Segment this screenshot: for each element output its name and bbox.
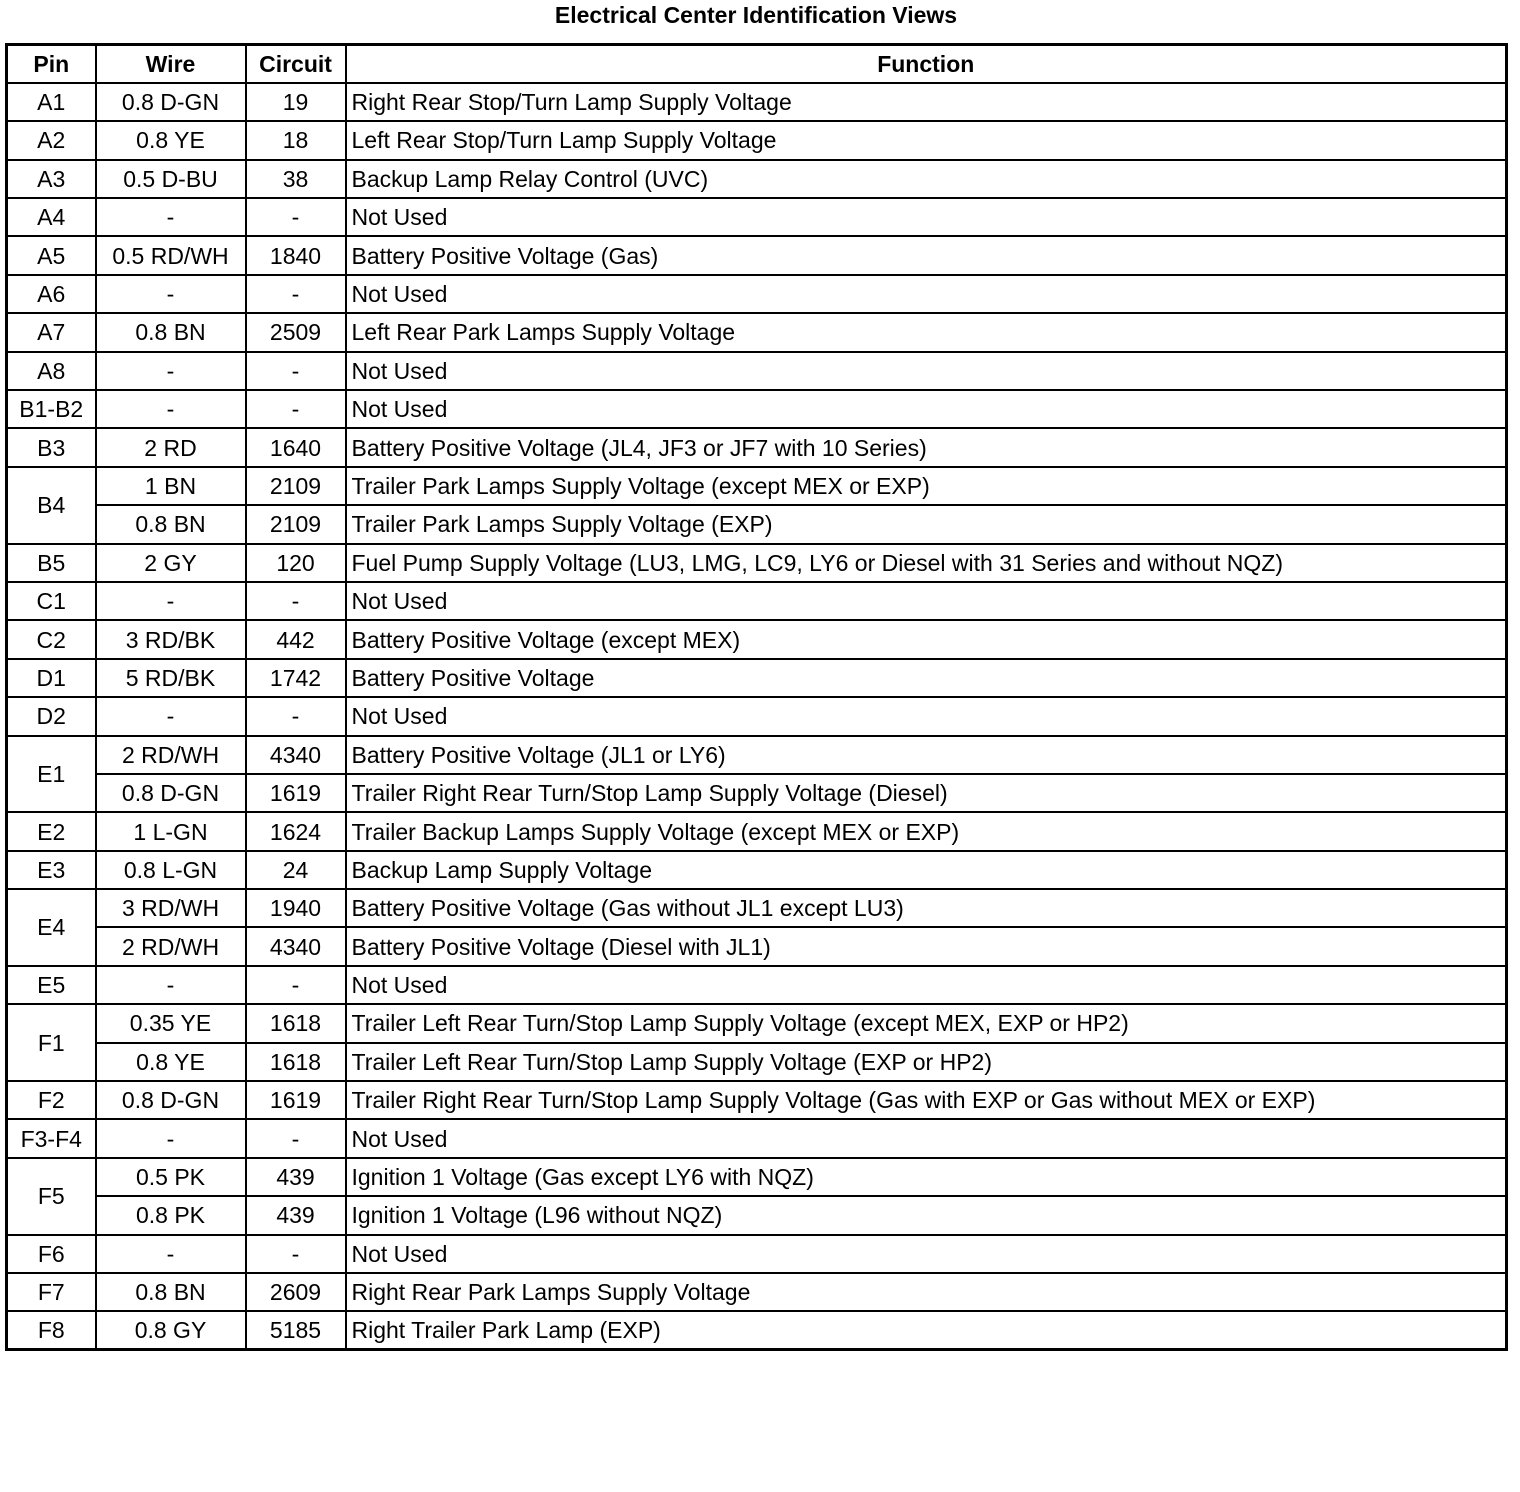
function-cell: Not Used <box>346 966 1507 1004</box>
circuit-cell: 442 <box>246 620 346 658</box>
circuit-cell: - <box>246 198 346 236</box>
circuit-cell: 1742 <box>246 659 346 697</box>
table-row <box>7 275 1507 313</box>
circuit-cell: 439 <box>246 1158 346 1196</box>
function-cell: Trailer Right Rear Turn/Stop Lamp Supply Voltage (Diesel) <box>346 774 1507 812</box>
table-row <box>7 198 1507 236</box>
pin-cell: B4 <box>7 467 96 544</box>
table-row <box>7 83 1507 121</box>
header-pin: Pin <box>7 45 96 83</box>
table-row <box>7 966 1507 1004</box>
wire-cell: 2 RD <box>96 428 246 466</box>
pin-cell: A7 <box>7 313 96 351</box>
function-cell: Not Used <box>346 275 1507 313</box>
wire-cell: 2 RD/WH <box>96 927 246 965</box>
function-cell: Trailer Left Rear Turn/Stop Lamp Supply Voltage (EXP or HP2) <box>346 1043 1507 1081</box>
function-cell: Left Rear Stop/Turn Lamp Supply Voltage <box>346 121 1507 159</box>
function-cell: Battery Positive Voltage (JL4, JF3 or JF7 with 10 Series) <box>346 428 1507 466</box>
pin-cell: A5 <box>7 236 96 274</box>
circuit-cell: - <box>246 275 346 313</box>
table-row <box>7 1158 1507 1196</box>
pin-table <box>5 43 1508 1351</box>
wire-cell: 0.8 GY <box>96 1311 246 1349</box>
table-row <box>7 620 1507 658</box>
circuit-cell: 18 <box>246 121 346 159</box>
wire-cell: - <box>96 390 246 428</box>
pin-cell: F1 <box>7 1004 96 1081</box>
circuit-cell: 5185 <box>246 1311 346 1349</box>
pin-cell: E4 <box>7 889 96 966</box>
function-cell: Battery Positive Voltage (except MEX) <box>346 620 1507 658</box>
function-cell: Backup Lamp Relay Control (UVC) <box>346 160 1507 198</box>
function-cell: Left Rear Park Lamps Supply Voltage <box>346 313 1507 351</box>
pin-cell: A2 <box>7 121 96 159</box>
table-row <box>7 160 1507 198</box>
function-cell: Not Used <box>346 1119 1507 1157</box>
pin-cell: E3 <box>7 851 96 889</box>
wire-cell: - <box>96 966 246 1004</box>
table-body <box>7 83 1507 1350</box>
circuit-cell: - <box>246 582 346 620</box>
table-row <box>7 582 1507 620</box>
pin-cell: C2 <box>7 620 96 658</box>
wire-cell: 0.8 D-GN <box>96 1081 246 1119</box>
circuit-cell: 1619 <box>246 1081 346 1119</box>
function-cell: Battery Positive Voltage <box>346 659 1507 697</box>
circuit-cell: 2609 <box>246 1273 346 1311</box>
table-row <box>7 544 1507 582</box>
wire-cell: - <box>96 1235 246 1273</box>
function-cell: Not Used <box>346 198 1507 236</box>
function-cell: Trailer Park Lamps Supply Voltage (EXP) <box>346 505 1507 543</box>
function-cell: Battery Positive Voltage (Diesel with JL1) <box>346 927 1507 965</box>
wire-cell: 0.5 PK <box>96 1158 246 1196</box>
table-row <box>7 390 1507 428</box>
function-cell: Trailer Left Rear Turn/Stop Lamp Supply Voltage (except MEX, EXP or HP2) <box>346 1004 1507 1042</box>
wire-cell: 0.8 YE <box>96 1043 246 1081</box>
wire-cell: 0.5 RD/WH <box>96 236 246 274</box>
table-row <box>7 121 1507 159</box>
circuit-cell: 2509 <box>246 313 346 351</box>
function-cell: Fuel Pump Supply Voltage (LU3, LMG, LC9, LY6 or Diesel with 31 Series and without NQZ) <box>346 544 1507 582</box>
table-row <box>7 812 1507 850</box>
table-row <box>7 352 1507 390</box>
wire-cell: 0.8 L-GN <box>96 851 246 889</box>
circuit-cell: 4340 <box>246 927 346 965</box>
circuit-cell: 1619 <box>246 774 346 812</box>
pin-cell: C1 <box>7 582 96 620</box>
pin-cell: E2 <box>7 812 96 850</box>
wire-cell: - <box>96 275 246 313</box>
wire-cell: 0.8 D-GN <box>96 774 246 812</box>
pin-cell: A4 <box>7 198 96 236</box>
table-row <box>7 1004 1507 1042</box>
header-function: Function <box>346 45 1507 83</box>
table-row <box>7 927 1507 965</box>
circuit-cell: 4340 <box>246 736 346 774</box>
pin-cell: D2 <box>7 697 96 735</box>
function-cell: Battery Positive Voltage (Gas) <box>346 236 1507 274</box>
wire-cell: - <box>96 352 246 390</box>
table-row <box>7 1119 1507 1157</box>
wire-cell: 0.8 BN <box>96 1273 246 1311</box>
pin-cell: F8 <box>7 1311 96 1349</box>
wire-cell: 0.35 YE <box>96 1004 246 1042</box>
function-cell: Trailer Park Lamps Supply Voltage (except MEX or EXP) <box>346 467 1507 505</box>
table-row <box>7 774 1507 812</box>
pin-cell: A6 <box>7 275 96 313</box>
circuit-cell: - <box>246 1235 346 1273</box>
header-circuit: Circuit <box>246 45 346 83</box>
circuit-cell: 1618 <box>246 1004 346 1042</box>
table-row <box>7 1196 1507 1234</box>
wire-cell: 2 GY <box>96 544 246 582</box>
pin-cell: D1 <box>7 659 96 697</box>
wire-cell: 2 RD/WH <box>96 736 246 774</box>
wire-cell: 0.8 YE <box>96 121 246 159</box>
table-row <box>7 505 1507 543</box>
wire-cell: - <box>96 582 246 620</box>
circuit-cell: - <box>246 352 346 390</box>
table-row <box>7 236 1507 274</box>
circuit-cell: 1624 <box>246 812 346 850</box>
function-cell: Right Rear Stop/Turn Lamp Supply Voltage <box>346 83 1507 121</box>
function-cell: Right Rear Park Lamps Supply Voltage <box>346 1273 1507 1311</box>
function-cell: Battery Positive Voltage (Gas without JL1 except LU3) <box>346 889 1507 927</box>
circuit-cell: 120 <box>246 544 346 582</box>
function-cell: Not Used <box>346 352 1507 390</box>
pin-cell: B3 <box>7 428 96 466</box>
circuit-cell: 1940 <box>246 889 346 927</box>
table-row <box>7 1235 1507 1273</box>
pin-cell: E5 <box>7 966 96 1004</box>
function-cell: Ignition 1 Voltage (L96 without NQZ) <box>346 1196 1507 1234</box>
pin-cell: E1 <box>7 736 96 813</box>
pin-cell: F2 <box>7 1081 96 1119</box>
pin-cell: A1 <box>7 83 96 121</box>
pin-cell: A3 <box>7 160 96 198</box>
header-row <box>7 45 1507 83</box>
circuit-cell: 38 <box>246 160 346 198</box>
pin-cell: F3-F4 <box>7 1119 96 1157</box>
pin-cell: A8 <box>7 352 96 390</box>
table-row <box>7 467 1507 505</box>
table-row <box>7 659 1507 697</box>
circuit-cell: 24 <box>246 851 346 889</box>
pin-cell: F5 <box>7 1158 96 1235</box>
function-cell: Not Used <box>346 582 1507 620</box>
header-wire: Wire <box>96 45 246 83</box>
circuit-cell: 2109 <box>246 505 346 543</box>
function-cell: Battery Positive Voltage (JL1 or LY6) <box>346 736 1507 774</box>
wire-cell: - <box>96 198 246 236</box>
circuit-cell: - <box>246 1119 346 1157</box>
function-cell: Not Used <box>346 1235 1507 1273</box>
function-cell: Right Trailer Park Lamp (EXP) <box>346 1311 1507 1349</box>
wire-cell: 1 BN <box>96 467 246 505</box>
function-cell: Trailer Backup Lamps Supply Voltage (except MEX or EXP) <box>346 812 1507 850</box>
table-row <box>7 428 1507 466</box>
table-row <box>7 1273 1507 1311</box>
wire-cell: 0.5 D-BU <box>96 160 246 198</box>
circuit-cell: - <box>246 697 346 735</box>
circuit-cell: 1618 <box>246 1043 346 1081</box>
wire-cell: 5 RD/BK <box>96 659 246 697</box>
wire-cell: 1 L-GN <box>96 812 246 850</box>
table-row <box>7 313 1507 351</box>
pin-cell: B5 <box>7 544 96 582</box>
circuit-cell: - <box>246 966 346 1004</box>
pin-cell: F7 <box>7 1273 96 1311</box>
wire-cell: - <box>96 1119 246 1157</box>
pin-cell: F6 <box>7 1235 96 1273</box>
table-row <box>7 736 1507 774</box>
circuit-cell: 19 <box>246 83 346 121</box>
wire-cell: - <box>96 697 246 735</box>
page-title: Electrical Center Identification Views <box>554 2 958 28</box>
circuit-cell: 1640 <box>246 428 346 466</box>
circuit-cell: 439 <box>246 1196 346 1234</box>
circuit-cell: 1840 <box>246 236 346 274</box>
wire-cell: 3 RD/WH <box>96 889 246 927</box>
function-cell: Backup Lamp Supply Voltage <box>346 851 1507 889</box>
table-row <box>7 1043 1507 1081</box>
wire-cell: 0.8 BN <box>96 505 246 543</box>
function-cell: Trailer Right Rear Turn/Stop Lamp Supply Voltage (Gas with EXP or Gas without MEX or EXP) <box>346 1081 1507 1119</box>
wire-cell: 3 RD/BK <box>96 620 246 658</box>
function-cell: Not Used <box>346 697 1507 735</box>
table-row <box>7 889 1507 927</box>
wire-cell: 0.8 BN <box>96 313 246 351</box>
wire-cell: 0.8 PK <box>96 1196 246 1234</box>
table-row <box>7 851 1507 889</box>
table-row <box>7 1311 1507 1349</box>
pin-cell: B1-B2 <box>7 390 96 428</box>
table-row <box>7 697 1507 735</box>
circuit-cell: 2109 <box>246 467 346 505</box>
function-cell: Ignition 1 Voltage (Gas except LY6 with NQZ) <box>346 1158 1507 1196</box>
function-cell: Not Used <box>346 390 1507 428</box>
circuit-cell: - <box>246 390 346 428</box>
wire-cell: 0.8 D-GN <box>96 83 246 121</box>
table-row <box>7 1081 1507 1119</box>
